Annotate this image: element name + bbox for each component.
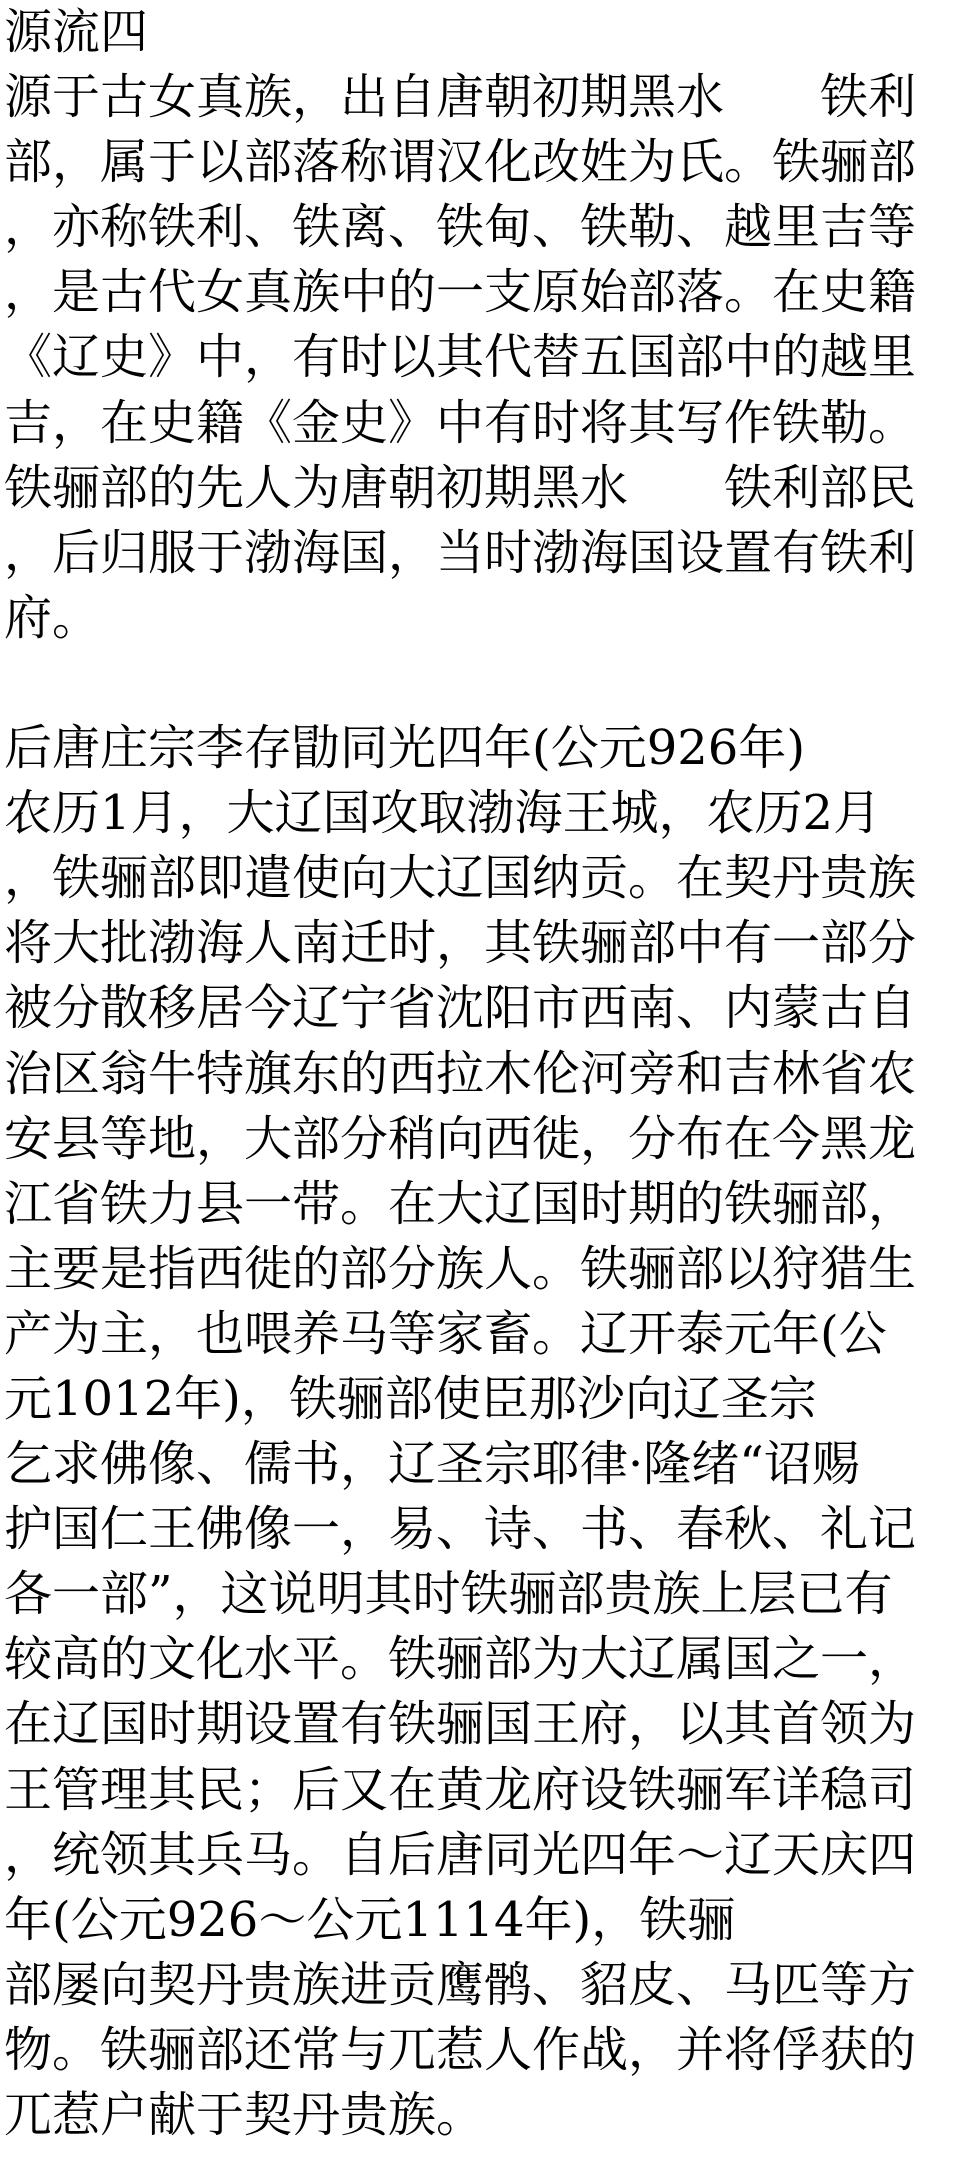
text-line: ，统领其兵马。自后唐同光四年～辽天庆四 xyxy=(4,1826,917,1883)
text-line: 源流四 xyxy=(4,4,149,60)
text-line: 主要是指西徙的部分族人。铁骊部以狩猎生 xyxy=(4,1240,917,1297)
text-line: ，后归服于渤海国，当时渤海国设置有铁利 xyxy=(4,524,917,581)
text-line: 源于古女真族，出自唐朝初期黑水 铁利 xyxy=(4,69,917,126)
text-line: 《辽史》中，有时以其代替五国部中的越里 xyxy=(4,329,917,386)
text-line: 吉，在史籍《金史》中有时将其写作铁勒。 xyxy=(4,394,917,451)
text-line: 乞求佛像、儒书，辽圣宗耶律·隆绪“诏赐 xyxy=(4,1436,860,1493)
document-body xyxy=(4,0,974,2148)
text-line: 部屡向契丹贵族进贡鹰鹘、貂皮、马匹等方 xyxy=(4,1956,917,2013)
text-line: 农历1月，大辽国攻取渤海王城，农历2月 xyxy=(4,785,882,842)
text-line: ，是古代女真族中的一支原始部落。在史籍 xyxy=(4,264,917,321)
text-line: 安县等地，大部分稍向西徙，分布在今黑龙 xyxy=(4,1110,917,1167)
text-line: 府。 xyxy=(4,589,101,646)
text-line: 产为主，也喂养马等家畜。辽开泰元年(公 xyxy=(4,1305,887,1362)
text-line: 部，属于以部落称谓汉化改姓为氏。铁骊部 xyxy=(4,134,917,191)
text-line: 将大批渤海人南迁时，其铁骊部中有一部分 xyxy=(4,915,917,972)
text-line: 后唐庄宗李存勖同光四年(公元926年) xyxy=(4,720,806,777)
text-line: 护国仁王佛像一，易、诗、书、春秋、礼记 xyxy=(4,1501,917,1558)
text-line: 被分散移居今辽宁省沈阳市西南、内蒙古自 xyxy=(4,980,917,1037)
text-line: 兀惹户献于契丹贵族。 xyxy=(4,2087,485,2143)
text-line: 各一部”，这说明其时铁骊部贵族上层已有 xyxy=(4,1566,893,1623)
text-line: ，亦称铁利、铁离、铁甸、铁勒、越里吉等 xyxy=(4,199,917,256)
text-line: 王管理其民；后又在黄龙府设铁骊军详稳司 xyxy=(4,1761,917,1818)
text-line: 在辽国时期设置有铁骊国王府，以其首领为 xyxy=(4,1696,917,1753)
text-line: 物。铁骊部还常与兀惹人作战，并将俘获的 xyxy=(4,2021,917,2078)
text-line: 治区翁牛特旗东的西拉木伦河旁和吉林省农 xyxy=(4,1045,917,1102)
text-line: 铁骊部的先人为唐朝初期黑水 铁利部民 xyxy=(4,459,917,516)
text-line: 年(公元926～公元1114年)，铁骊 xyxy=(4,1891,736,1948)
text-line: 元1012年)，铁骊部使臣那沙向辽圣宗 xyxy=(4,1370,817,1427)
text-line: ，铁骊部即遣使向大辽国纳贡。在契丹贵族 xyxy=(4,850,917,907)
text-line: 较高的文化水平。铁骊部为大辽属国之一， xyxy=(4,1631,917,1688)
text-line: 江省铁力县一带。在大辽国时期的铁骊部， xyxy=(4,1175,917,1232)
blank-line xyxy=(4,651,974,716)
